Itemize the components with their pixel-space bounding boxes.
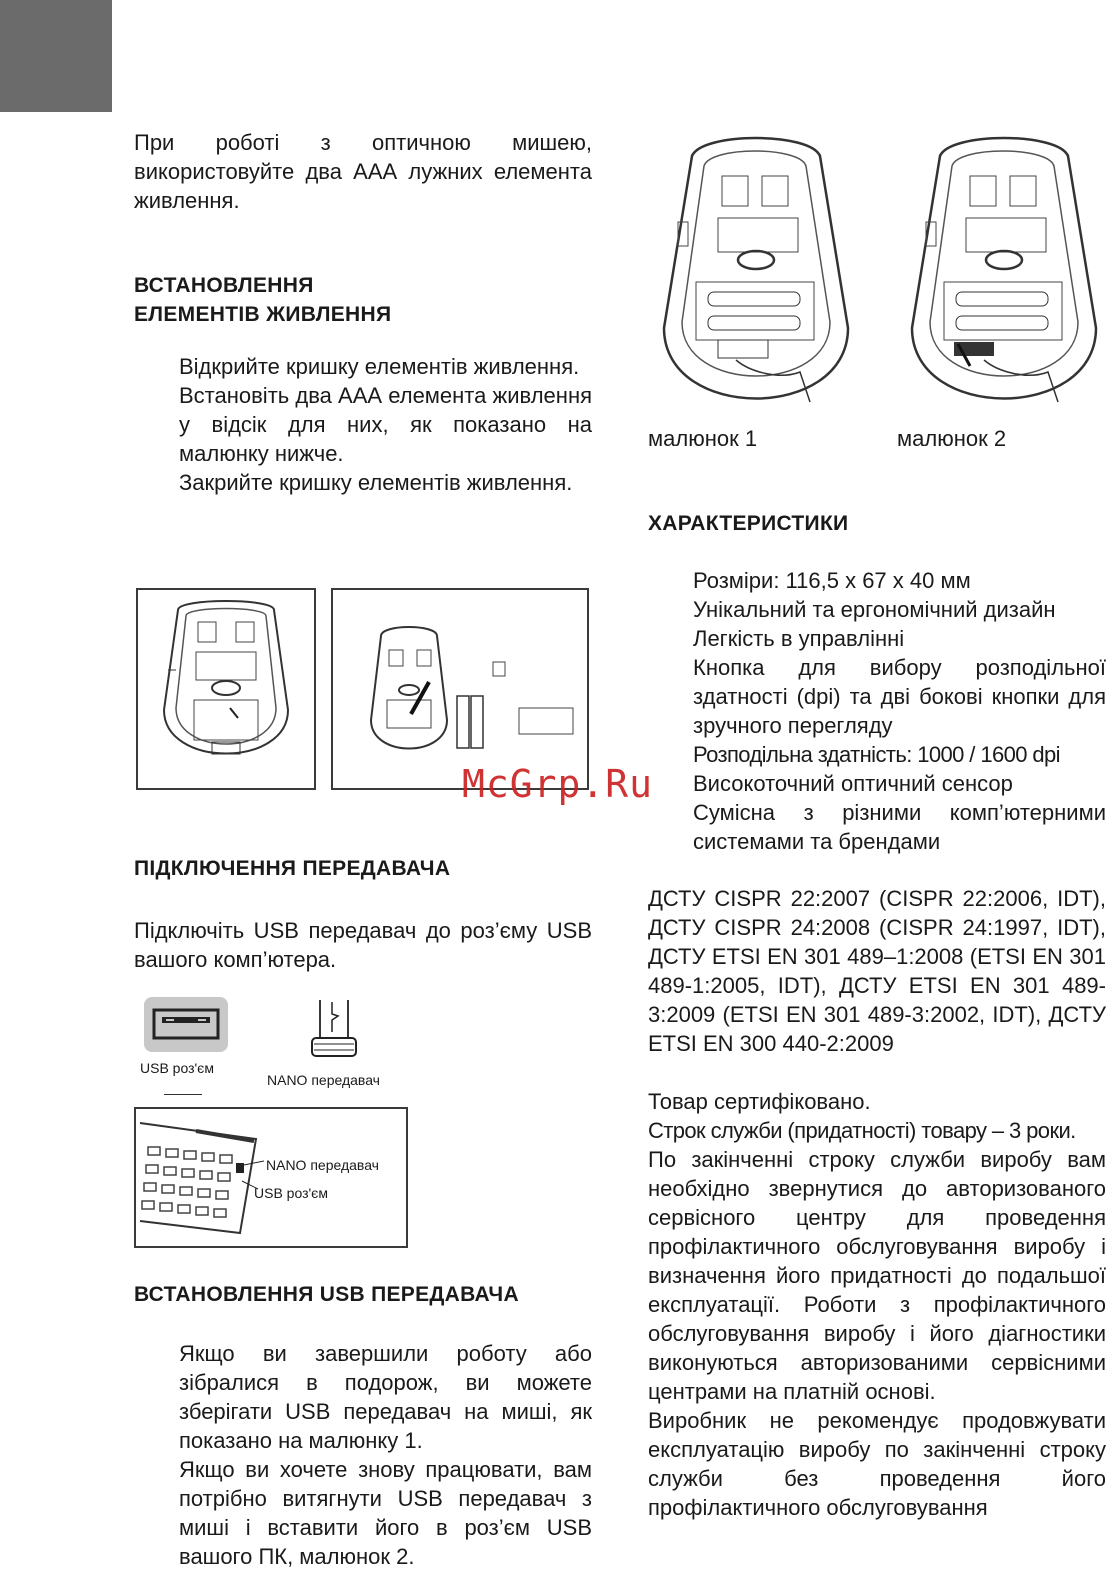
laptop-usb-label: USB роз'єм [254,1185,328,1201]
connect-text: Підключіть USB передавач до роз’єму USB вашого комп’ютера. [134,918,592,972]
spec-item: Високоточний оптичний сенсор [693,771,1013,796]
battery-step-3: Закрийте кришку елементів живлення. [179,470,573,495]
usb-port-icon [144,997,228,1052]
mouse-battery-insert-illustration [333,590,587,788]
spec-item: Сумісна з різними комп’ютерними системами та брендами [693,800,1106,854]
laptop-figure [134,1107,408,1248]
spec-item: Кнопка для вибору розподільної здатності (dpi) та дві бокові кнопки для зручного перегляду [693,655,1106,738]
install-heading: ВСТАНОВЛЕННЯ USB ПЕРЕДАВАЧА [134,1283,519,1306]
battery-steps [134,352,592,497]
service-text: По закінченні строку служби виробу вам необхідно звернутися до авторизованого сервісного центру для проведення профілактичного обслуговування виробу і визначення його придатності до подальшої експлуатації. Роботи з профілактичного обслуговування виробу і його діагностики виконуються авторизованими сервісними центрами на платній основі. [648,1147,1106,1404]
figure-2-caption: малюнок 2 [897,426,1007,451]
laptop-nano-label: NANO передавач [266,1157,379,1173]
figure-2-mouse [898,132,1108,417]
figure-1-caption: малюнок 1 [648,426,758,451]
service-life-text: Строк служби (придатності) товару – 3 роки. [648,1118,1076,1143]
intro-text: При роботі з оптичною мишею, використовуйте два ААА лужних елемента живлення. [134,130,592,213]
left-column [134,128,592,497]
spec-item: Розміри: 116,5 x 67 x 40 мм [693,568,971,593]
watermark: McGrp.Ru [462,762,654,806]
spec-item: Розподільна здатність: 1000 / 1600 dpi [693,742,1060,767]
specs-heading: ХАРАКТЕРИСТИКИ [648,512,849,535]
page-corner-tab [0,0,112,112]
connect-section [134,854,592,974]
manufacturer-text: Виробник не рекомендує продовжувати експлуатацію виробу по закінченні строку служби без проведення його профілактичного обслуговування [648,1408,1106,1520]
mouse-bottom-illustration [138,590,314,788]
nano-transmitter-label: NANO передавач [267,1072,380,1088]
specs-list [648,566,1106,856]
battery-step-2: Встановіть два ААА елемента живлення у відсік для них, як показано на малюнку нижче. [179,383,592,466]
specs-section [648,509,1106,1522]
certified-text: Товар сертифіковано. [648,1089,871,1114]
battery-step-1: Відкрийте кришку елементів живлення. [179,354,580,379]
divider-line [164,1094,202,1095]
usb-port-label: USB роз'єм [140,1060,214,1076]
standards-text: ДСТУ CISPR 22:2007 (CISPR 22:2006, IDT), ДСТУ CISPR 24:2008 (CISPR 24:1997, IDT), ДСТУ ETSI EN 301 489–1:2008 (ETSI EN 301 489-1:2005, IDT), ДСТУ ETSI EN 301 489-3:2009 (ETSI EN 301 489-3:2002, IDT), ДСТУ ETSI EN 300 440-2:2009 [648,886,1106,1056]
spec-item: Легкість в управлінні [693,626,905,651]
install-section [134,1280,592,1571]
nano-transmitter-icon [308,998,358,1060]
battery-heading-line2: ЕЛЕМЕНТІВ ЖИВЛЕННЯ [134,303,392,326]
install-step-1: Якщо ви завершили роботу або зібралися в подорож, ви можете зберігати USB передавач на миші, як показано на малюнку 1. [179,1341,592,1453]
battery-figure-insert [331,588,589,790]
battery-heading-line1: ВСТАНОВЛЕННЯ [134,274,314,297]
install-steps [134,1339,592,1571]
spec-item: Унікальний та ергономічний дизайн [693,597,1056,622]
connect-heading: ПІДКЛЮЧЕННЯ ПЕРЕДАВАЧА [134,857,451,880]
figure-1-mouse [650,132,860,417]
install-step-2: Якщо ви хочете знову працювати, вам потрібно витягнути USB передавач з миші і вставити його в роз’єм USB вашого ПК, малюнок 2. [179,1457,592,1569]
laptop-keyboard-illustration [136,1109,264,1246]
battery-figure-open [136,588,316,790]
